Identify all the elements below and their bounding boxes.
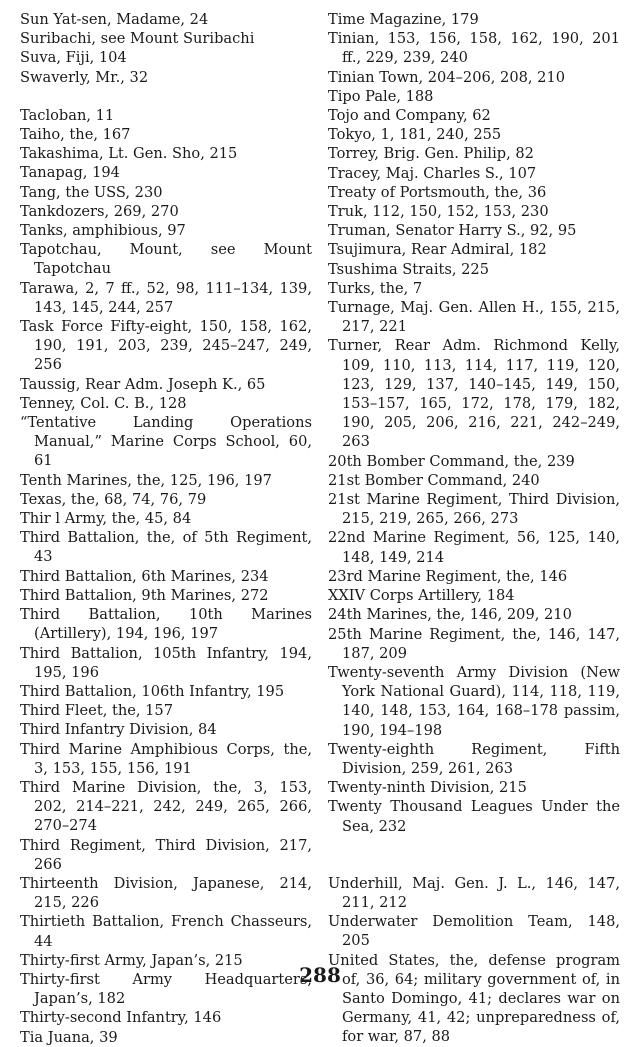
index-entry: Twenty-seventh Army Division (New York National Guard), 114, 118, 119, 140, 148, 153, 164, 168–178 passim, 190, 194–198 [328, 663, 620, 739]
index-entry: Turner, Rear Adm. Richmond Kelly, 109, 110, 113, 114, 117, 119, 120, 123, 129, 137, 140–145, 149, 150, 153–157, 165, 172, 178, 179, 182, 190, 205, 206, 216, 221, 242–249, 263 [328, 337, 620, 451]
index-entry: Torrey, Brig. Gen. Philip, 82 [328, 145, 534, 163]
index-entry: Tacloban, 11 [20, 106, 115, 124]
page-number: 288 [299, 963, 341, 987]
index-entry: Underhill, Maj. Gen. J. L., 146, 147, 211, 212 [328, 874, 620, 911]
index-entry: Tankdozers, 269, 270 [20, 202, 179, 220]
index-entry: Tapotchau, Mount, see Mount Tapotchau [20, 241, 312, 278]
index-entry: Third Battalion, 105th Infantry, 194, 195, 196 [20, 644, 312, 681]
index-entry: Suva, Fiji, 104 [20, 49, 127, 67]
index-entry: 23rd Marine Regiment, the, 146 [328, 567, 568, 585]
index-entry: Third Battalion, 6th Marines, 234 [20, 567, 269, 585]
index-entry: Takashima, Lt. Gen. Sho, 215 [20, 145, 238, 163]
index-entry: Tsushima Straits, 225 [328, 260, 489, 278]
index-entry: Texas, the, 68, 74, 76, 79 [20, 490, 207, 508]
index-entry: Truman, Senator Harry S., 92, 95 [328, 222, 577, 240]
index-entry: 24th Marines, the, 146, 209, 210 [328, 606, 572, 624]
index-entry: Thirty-first Army, Japan’s, 215 [20, 951, 243, 969]
index-entry: Tojo and Company, 62 [328, 107, 491, 125]
index-entry: Underwater Demolition Team, 148, 205 [328, 913, 620, 950]
index-entry: Sun Yat-sen, Madame, 24 [20, 11, 209, 28]
index-entry: Third Regiment, Third Division, 217, 266 [20, 836, 312, 873]
index-entry: Tsujimura, Rear Admiral, 182 [328, 241, 547, 259]
index-entry: Tanapag, 194 [20, 164, 120, 182]
index-entry: Tang, the USS, 230 [20, 183, 163, 201]
index-entry: Third Marine Amphibious Corps, the, 3, 153, 155, 156, 191 [20, 740, 312, 777]
index-entry: Third Battalion, the, of 5th Regiment, 43 [20, 529, 312, 566]
index-gap [328, 836, 620, 855]
index-entry: Turnage, Maj. Gen. Allen H., 155, 215, 217, 221 [328, 299, 620, 336]
index-entry: Taiho, the, 167 [20, 126, 131, 144]
index-entry: Thirtieth Battalion, French Chasseurs, 44 [20, 913, 312, 950]
index-entry: Thir l Army, the, 45, 84 [20, 510, 192, 528]
index-entry: Suribachi, see Mount Suribachi [20, 30, 255, 48]
index-entry: Truk, 112, 150, 152, 153, 230 [328, 203, 549, 221]
index-entry: Tinian, 153, 156, 158, 162, 190, 201 ff., 229, 239, 240 [328, 30, 620, 67]
index-entry: Tinian Town, 204–206, 208, 210 [328, 68, 566, 86]
index-entry: Third Marine Division, the, 3, 153, 202, 214–221, 242, 249, 265, 266, 270–274 [20, 778, 312, 835]
index-entry: Twenty-eighth Regiment, Fifth Division, 259, 261, 263 [328, 740, 620, 777]
index-entry: Thirty-first Army Headquarters, Japan’s, 182 [20, 970, 312, 1008]
index-entry: Thirty-second Infantry, 146 [20, 1009, 222, 1027]
index-entry: “Tentative Landing Operations Manual,” Marine Corps School, 60, 61 [20, 414, 312, 470]
index-entry: Time Magazine, 179 [328, 11, 479, 28]
index-gap [328, 855, 620, 874]
index-entry: Taussig, Rear Adm. Joseph K., 65 [20, 375, 266, 393]
index-entry: Tanks, amphibious, 97 [20, 222, 186, 240]
index-entry: XXIV Corps Artillery, 184 [328, 587, 515, 605]
index-entry: Thirteenth Division, Japanese, 214, 215, 226 [20, 874, 312, 912]
index-column-left [20, 10, 312, 1047]
index-entry: Tokyo, 1, 181, 240, 255 [328, 126, 502, 144]
index-entry: Tracey, Maj. Charles S., 107 [328, 164, 537, 182]
index-entry: Treaty of Portsmouth, the, 36 [328, 183, 547, 201]
index-entry: Third Battalion, 106th Infantry, 195 [20, 682, 285, 700]
index-column-right [328, 10, 620, 1047]
index-entry: Tenth Marines, the, 125, 196, 197 [20, 471, 272, 489]
index-entry: Tarawa, 2, 7 ff., 52, 98, 111–134, 139, 143, 145, 244, 257 [20, 279, 312, 316]
index-entry: 21st Bomber Command, 240 [328, 471, 540, 489]
index-entry: Third Battalion, 9th Marines, 272 [20, 586, 269, 604]
index-entry: Twenty-ninth Division, 215 [328, 779, 527, 797]
index-entry: 25th Marine Regiment, the, 146, 147, 187, 209 [328, 625, 620, 662]
index-entry: 21st Marine Regiment, Third Division, 215, 219, 265, 266, 273 [328, 491, 620, 528]
index-entry: Third Battalion, 10th Marines (Artillery), 194, 196, 197 [20, 606, 312, 643]
index-entry: Tenney, Col. C. B., 128 [20, 394, 187, 412]
index-gap [20, 87, 312, 106]
index-entry: 22nd Marine Regiment, 56, 125, 140, 148, 149, 214 [328, 529, 620, 566]
index-entry: Tipo Pale, 188 [328, 87, 434, 105]
index-entry: Swaverly, Mr., 32 [20, 68, 149, 86]
index-entry: United States, the, defense program of, 36, 64; military government of, in Santo Domingo, 41; declares war on Germany, 41, 42; unpreparedness of, for war, 87, 88 [328, 951, 620, 1046]
index-entry: Third Fleet, the, 157 [20, 702, 173, 720]
index-entry: 20th Bomber Command, the, 239 [328, 452, 575, 470]
index-entry: Tia Juana, 39 [20, 1028, 118, 1046]
index-entry: Task Force Fifty-eight, 150, 158, 162, 190, 191, 203, 239, 245–247, 249, 256 [20, 318, 312, 374]
index-entry: Turks, the, 7 [328, 279, 423, 297]
index-entry: Third Infantry Division, 84 [20, 721, 217, 739]
index-entry: Twenty Thousand Leagues Under the Sea, 232 [328, 798, 620, 835]
